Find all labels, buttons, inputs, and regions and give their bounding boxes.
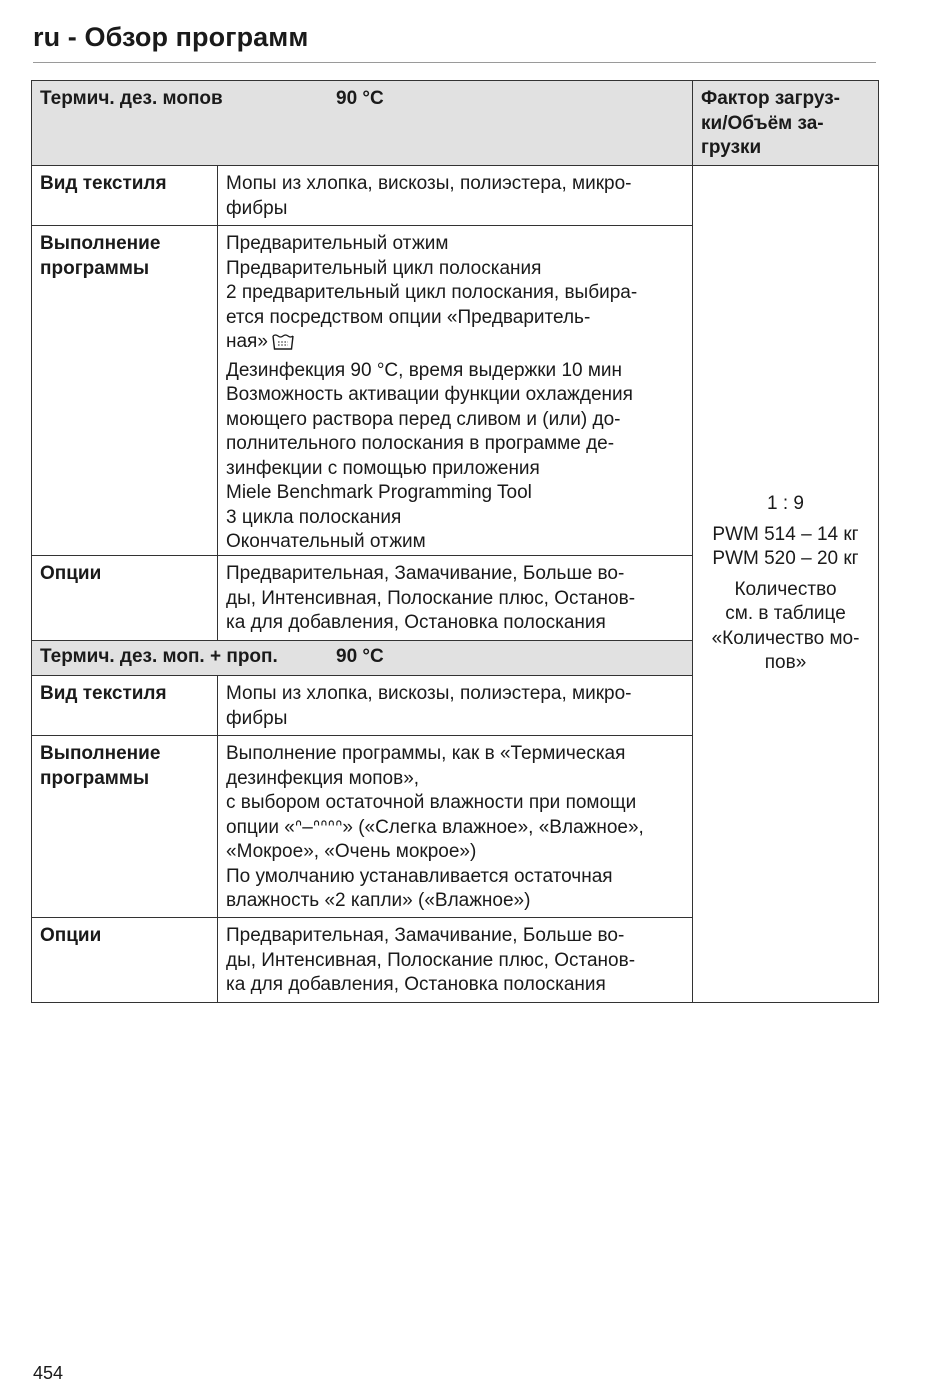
text-line: Предварительный цикл полоскания xyxy=(226,257,542,279)
text-line: 3 цикла полоскания xyxy=(226,506,402,528)
text-line: ды, Интенсивная, Полоскание плюс, Останов- xyxy=(226,949,636,971)
text-line: Выполнение программы, как в «Термическая xyxy=(226,743,626,764)
load-ratio: 1 : 9 xyxy=(767,493,804,515)
header-divider xyxy=(33,62,876,63)
text-line: ется посредством опции «Предваритель- xyxy=(226,306,591,328)
program1-options-value xyxy=(218,556,693,641)
load-factor-header-line: грузки xyxy=(701,137,762,158)
load-factor-cell xyxy=(693,166,879,1003)
text-line: Дезинфекция 90 °C, время выдержки 10 мин xyxy=(226,359,623,381)
text-line: Предварительная, Замачивание, Больше во- xyxy=(226,925,625,946)
program2-textile-value xyxy=(218,676,693,736)
program2-textile-label xyxy=(32,676,218,736)
text-line: дезинфекция мопов», xyxy=(226,767,420,789)
program2-options-label xyxy=(32,918,218,1003)
program1-temperature: 90 °C xyxy=(336,88,384,109)
text-line: влажность «2 капли» («Влажное») xyxy=(226,890,531,911)
program2-name: Термич. дез. моп. + проп. xyxy=(40,646,278,667)
label-line: Выполнение xyxy=(40,743,161,764)
page-number: 454 xyxy=(33,1363,64,1383)
label-line: программы xyxy=(40,767,150,789)
text-line: ды, Интенсивная, Полоскание плюс, Останов- xyxy=(226,587,636,609)
textile-label-text: Вид текстиля xyxy=(40,173,167,194)
program1-execution-label xyxy=(32,226,218,556)
prewash-tub-icon xyxy=(272,333,294,359)
text-line: ка для добавления, Остановка полоскания xyxy=(226,974,606,995)
program1-header xyxy=(32,81,693,166)
text-line: Окончательный отжим xyxy=(226,531,426,552)
program2-execution-value xyxy=(218,736,693,918)
text-line: опции «ᐢ–ᐢᐢᐢᐢ» («Слегка влажное», «Влажное», xyxy=(226,816,644,838)
text-line: Возможность активации функции охлаждения xyxy=(226,384,633,405)
program1-options-label xyxy=(32,556,218,641)
quantity-note-line: см. в таблице xyxy=(725,603,846,625)
program1-textile-label xyxy=(32,166,218,226)
text-line: зинфекции с помощью приложения xyxy=(226,457,540,479)
label-line: Выполнение xyxy=(40,233,161,254)
text-line: «Мокрое», «Очень мокрое») xyxy=(226,841,477,862)
program2-execution-label xyxy=(32,736,218,918)
quantity-note-line: Количество xyxy=(734,578,837,600)
text-line: моющего раствора перед сливом и (или) до- xyxy=(226,408,621,430)
quantity-note-line: «Количество мо- xyxy=(711,627,860,649)
text-line: По умолчанию устанавливается остаточная xyxy=(226,865,613,887)
text-line: Мопы из хлопка, вискозы, полиэстера, микро- xyxy=(226,173,632,194)
text-line: с выбором остаточной влажности при помощи xyxy=(226,792,637,813)
text-line: полнительного полоскания в программе де- xyxy=(226,433,615,454)
machine-model-capacity: PWM 514 – 14 кг xyxy=(712,523,859,545)
text-line: Предварительная, Замачивание, Больше во- xyxy=(226,563,625,584)
text-line: фибры xyxy=(226,197,288,219)
text-line: фибры xyxy=(226,707,288,729)
program1-name: Термич. дез. мопов xyxy=(40,88,223,109)
load-factor-header xyxy=(693,81,879,166)
options-label-text: Опции xyxy=(40,925,102,946)
page-header: ru - Обзор программ xyxy=(33,22,309,52)
program1-execution-value xyxy=(218,226,693,556)
text-line: Miele Benchmark Programming Tool xyxy=(226,482,532,503)
options-label-text: Опции xyxy=(40,563,102,584)
machine-model-capacity: PWM 520 – 20 кг xyxy=(712,548,859,570)
load-factor-header-line: Фактор загруз- xyxy=(701,88,840,109)
program1-textile-value xyxy=(218,166,693,226)
label-line: программы xyxy=(40,257,150,279)
text-line: Предварительный отжим xyxy=(226,233,449,254)
text-line-with-icon xyxy=(226,330,686,359)
textile-label-text: Вид текстиля xyxy=(40,683,167,704)
program2-header xyxy=(32,641,693,676)
program2-options-value xyxy=(218,918,693,1003)
quantity-note-line: пов» xyxy=(764,652,807,674)
program2-temperature: 90 °C xyxy=(336,646,384,667)
text-line: ная» xyxy=(226,331,268,352)
text-line: ка для добавления, Остановка полоскания xyxy=(226,612,606,633)
load-factor-header-line: ки/Объём за- xyxy=(701,112,824,134)
program-overview-table xyxy=(31,80,879,1003)
text-line: 2 предварительный цикл полоскания, выбира- xyxy=(226,282,638,303)
text-line: Мопы из хлопка, вискозы, полиэстера, микро- xyxy=(226,683,632,704)
